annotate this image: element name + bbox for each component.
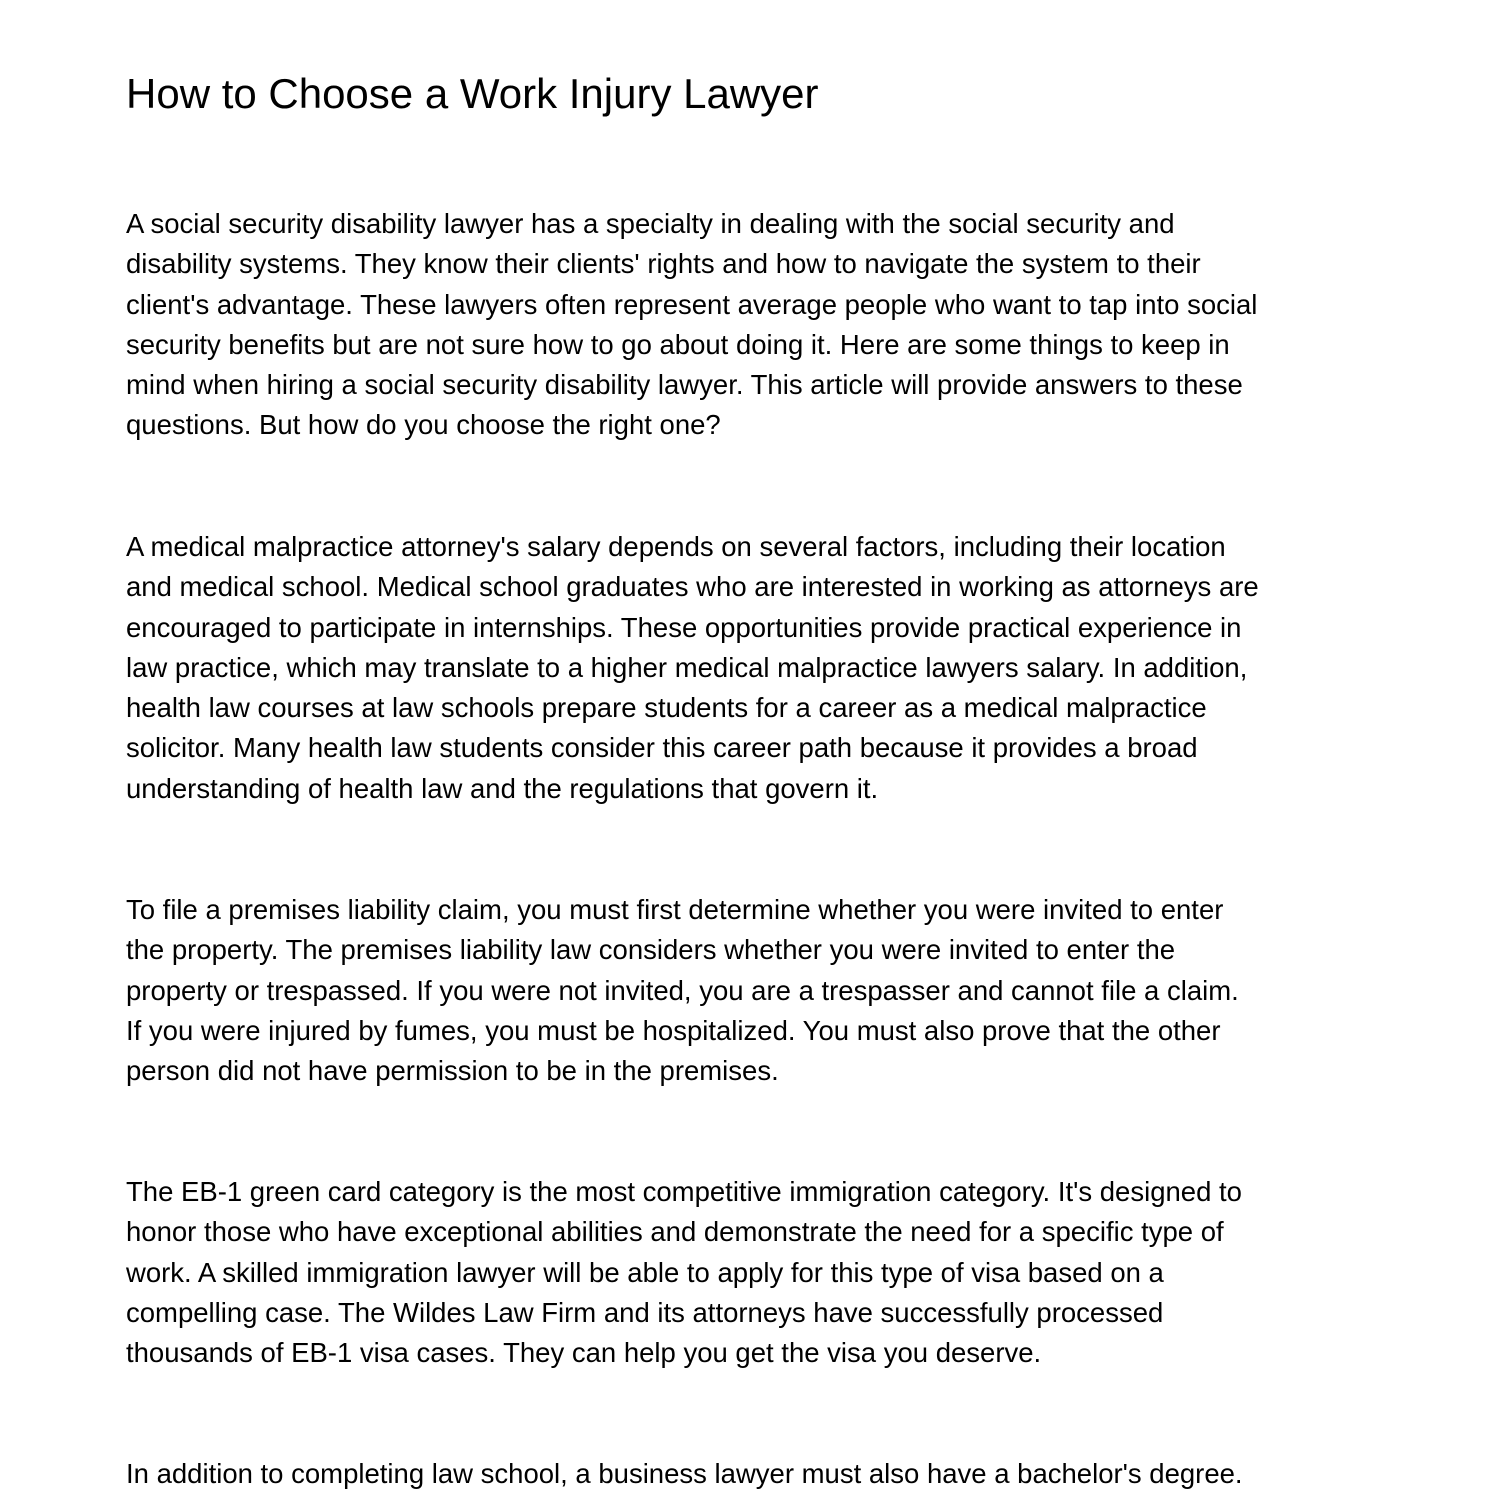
text-line: In addition to completing law school, a business lawyer must also have a bachelor's degree. [126,1458,1243,1489]
paragraph-business-lawyer [126,1454,1243,1494]
text-line: questions. But how do you choose the right one? [126,409,721,441]
text-line: person did not have permission to be in the premises. [126,1055,779,1087]
text-line: solicitor. Many health law students consider this career path because it provides a broad [126,732,1198,764]
text-line: security benefits but are not sure how to go about doing it. Here are some things to keep in [126,328,1230,360]
text-line: work. A skilled immigration lawyer will be able to apply for this type of visa based on a [126,1256,1164,1288]
text-line: honor those who have exceptional abilities and demonstrate the need for a specific type of [126,1216,1224,1248]
text-line: the property. The premises liability law considers whether you were invited to enter the [126,934,1176,966]
paragraph-eb1-green-card [126,1172,1242,1373]
text-line: A social security disability lawyer has a specialty in dealing with the social security and [126,208,1175,239]
text-line: property or trespassed. If you were not invited, you are a trespasser and cannot file a claim. [126,974,1239,1006]
text-line: If you were injured by fumes, you must be hospitalized. You must also prove that the other [126,1014,1221,1046]
paragraph-medical-malpractice [126,527,1259,809]
text-line: and medical school. Medical school graduates who are interested in working as attorneys are [126,571,1259,603]
text-line: law practice, which may translate to a higher medical malpractice lawyers salary. In addition, [126,651,1248,683]
text-line: thousands of EB-1 visa cases. They can help you get the visa you deserve. [126,1337,1042,1369]
page-title: How to Choose a Work Injury Lawyer [126,70,819,117]
text-line: client's advantage. These lawyers often represent average people who want to tap into social [126,288,1258,320]
text-line: A medical malpractice attorney's salary depends on several factors, including their location [126,531,1226,562]
text-line: health law courses at law schools prepare students for a career as a medical malpractice [126,692,1207,724]
text-line: mind when hiring a social security disability lawyer. This article will provide answers to these [126,369,1243,401]
text-line: The EB-1 green card category is the most competitive immigration category. It's designed to [126,1176,1242,1207]
paragraph-social-security [126,204,1257,446]
text-line: compelling case. The Wildes Law Firm and its attorneys have successfully processed [126,1296,1164,1328]
text-line: understanding of health law and the regulations that govern it. [126,772,879,804]
text-line: To file a premises liability claim, you must first determine whether you were invited to enter [126,894,1224,925]
text-line: disability systems. They know their clients' rights and how to navigate the system to their [126,248,1201,280]
paragraph-premises-liability [126,890,1239,1091]
text-line: encouraged to participate in internships. These opportunities provide practical experience in [126,611,1242,643]
